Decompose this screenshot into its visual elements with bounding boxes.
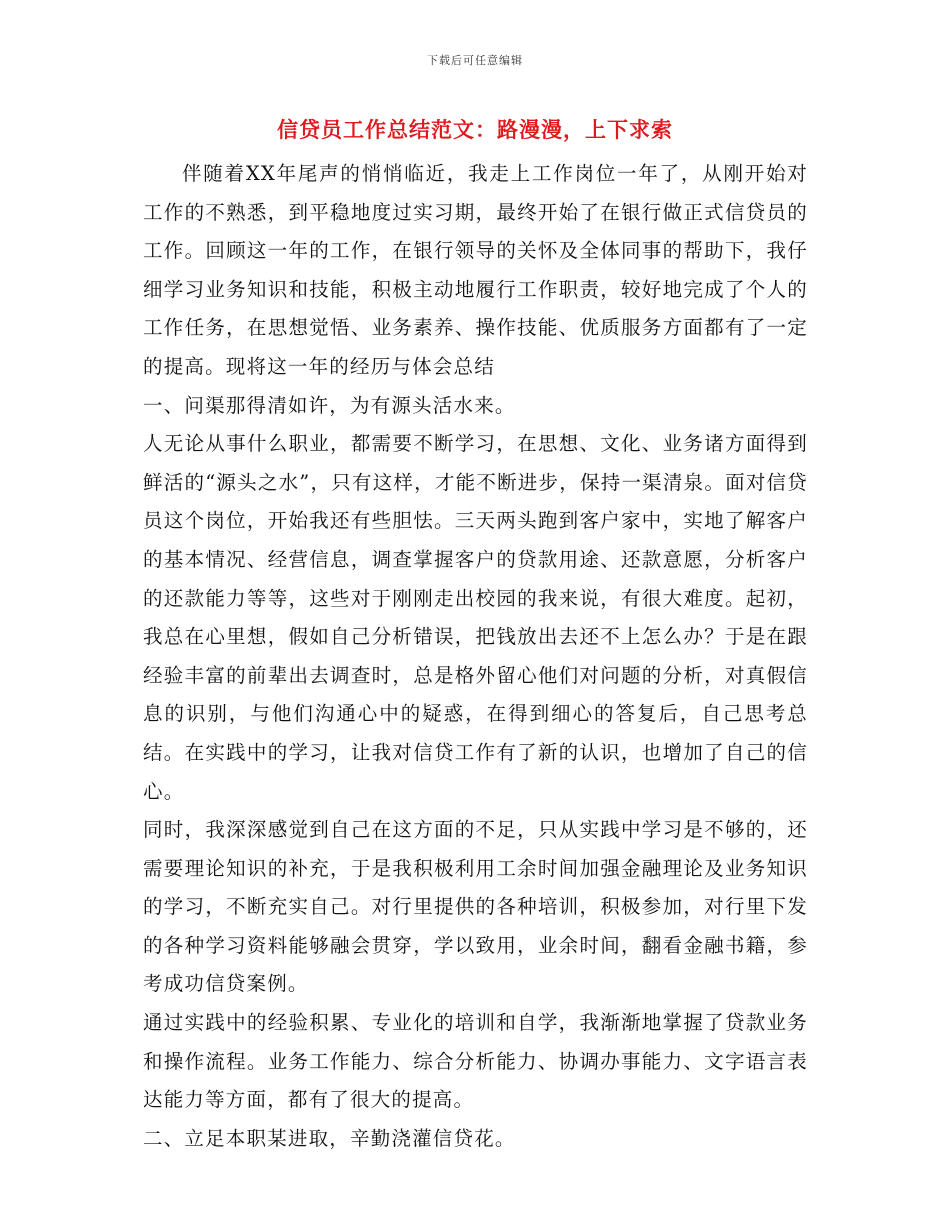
paragraph-theory: 同时，我深深感觉到自己在这方面的不足，只从实践中学习是不够的，还需要理论知识的补充，于是我积极利用工余时间加强金融理论及业务知识的学习，不断充实自己。对行里提供的各种培训，积极参加，对行里下发的各种学习资料能够融会贯穿，学以致用，业余时间，翻看金融书籍，参考成功信贷案例。 [143,818,808,996]
document-title: 信贷员工作总结范文：路漫漫，上下求索 [277,117,673,142]
section-heading-1: 一、问渠那得清如许，为有源头活水来。 [143,393,516,417]
paragraph-intro: 伴随着XX年尾声的悄悄临近，我走上工作岗位一年了，从刚开始对工作的不熟悉，到平稳地度过实习期，最终开始了在银行做正式信贷员的工作。回顾这一年的工作，在银行领导的关怀及全体同事的帮助下，我仔细学习业务知识和技能，积极主动地履行工作职责，较好地完成了个人的工作任务，在思想觉悟、业务素养、操作技能、优质服务方面都有了一定的提高。现将这一年的经历与体会总结 [143,162,808,378]
paragraph-learning: 人无论从事什么职业，都需要不断学习，在思想、文化、业务诸方面得到鲜活的“源头之水”，只有这样，才能不断进步，保持一渠清泉。面对信贷员这个岗位，开始我还有些胆怯。三天两头跑到客户家中，实地了解客户的基本情况、经营信息，调查掌握客户的贷款用途、还款意愿，分析客户的还款能力等等，这些对于刚刚走出校园的我来说，有很大难度。起初，我总在心里想，假如自己分析错误，把钱放出去还不上怎么办？于是在跟经验丰富的前辈出去调查时，总是格外留心他们对问题的分析，对真假信息的识别，与他们沟通心中的疑惑，在得到细心的答复后，自己思考总结。在实践中的学习，让我对信贷工作有了新的认识，也增加了自己的信心。 [143,432,808,803]
document-body [143,155,808,1158]
header-note: 下载后可任意编辑 [427,54,523,67]
section-heading-2: 二、立足本职某进取，辛勤浇灌信贷花。 [143,1126,516,1150]
paragraph-progress: 通过实践中的经验积累、专业化的培训和自学，我渐渐地掌握了贷款业务和操作流程。业务工作能力、综合分析能力、协调办事能力、文字语言表达能力等方面，都有了很大的提高。 [143,1011,808,1112]
